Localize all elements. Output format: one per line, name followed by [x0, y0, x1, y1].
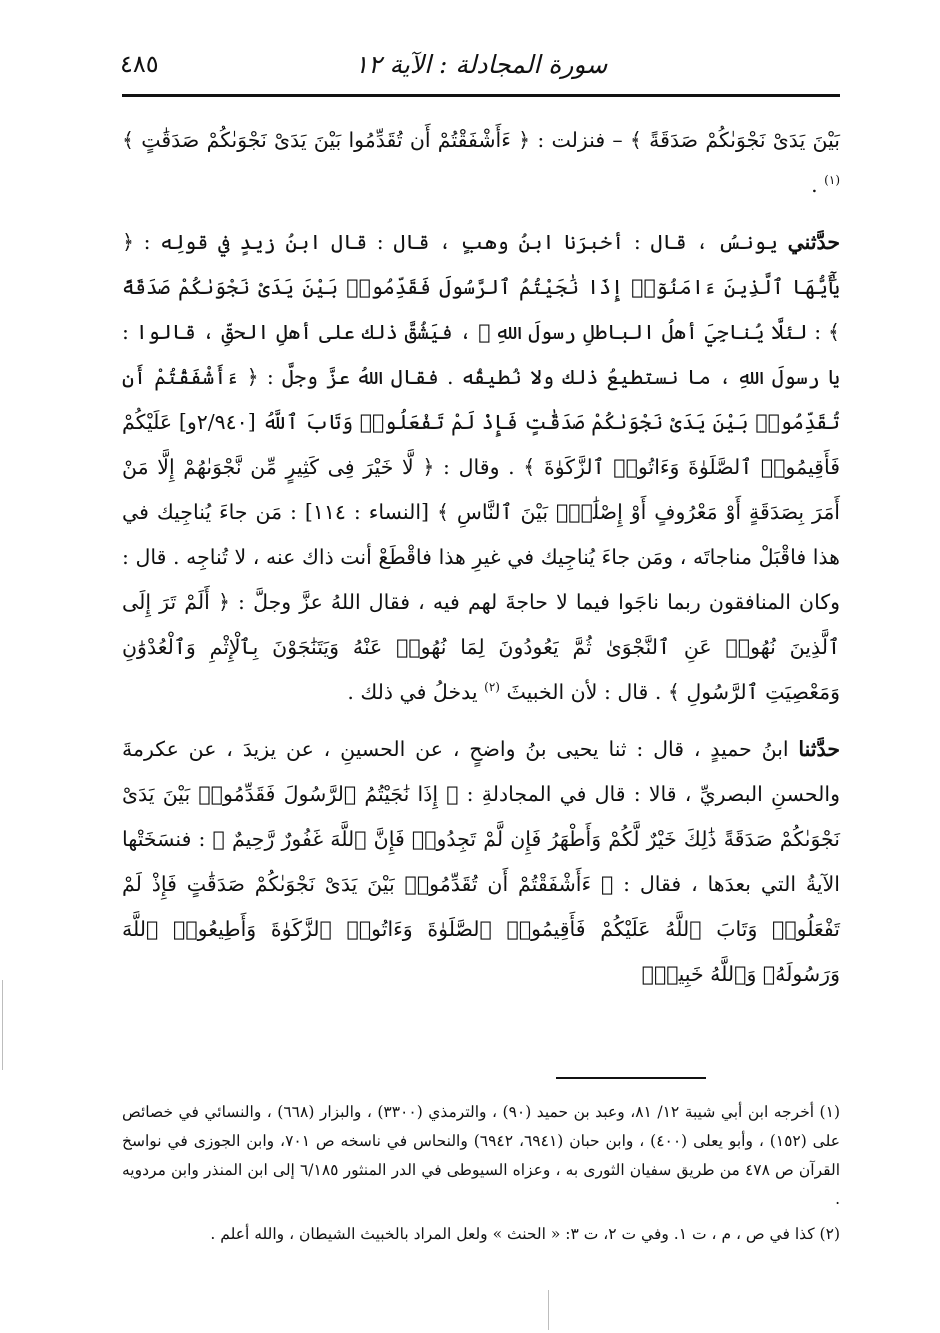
page-header: [120, 38, 842, 90]
page-number: ٤٨٥: [120, 50, 159, 78]
paragraph-text: يونسُ ، قال : أخبرَنا ابنُ وهبٍ ، قال : قال ابنُ زيدٍ في قولِه : ﴿ يَٰٓأَيُّهَا ٱلَّذِينَ ءَامَنُوٓا۟ إِذَا نَٰجَيْتُمُ ٱلرَّسُولَ فَقَدِّمُوا۟ بَيْنَ يَدَىْ نَجْوَىٰكُمْ صَدَقَةً ﴾ : لئلَّا يُناجِيَ أهلُ الباطلِ رسولَ اللهِ ﷺ ، فيَشُقَّ ذلك على أهلِ الحقِّ ، قالوا : يا رسولَ اللهِ ، ما نستطيعُ ذلك ولا نُطيقُه . فقال اللهُ عزَّ وجلَّ : ﴿ ءَأَشْفَقْتُمْ أَن تُقَدِّمُوا۟ بَيْنَ يَدَىْ نَجْوَىٰكُمْ صَدَقَٰتٍ فَإِذْ لَمْ تَفْعَلُوا۟ وَتَابَ ٱللَّهُ [٢/٩٤٠و] عَلَيْكُمْ فَأَقِيمُوا۟ ٱلصَّلَوٰةَ وَءَاتُوا۟ ٱلزَّكَوٰةَ ﴾ . وقال : ﴿ لَّا خَيْرَ فِى كَثِيرٍ مِّن نَّجْوَىٰهُمْ إِلَّا مَنْ أَمَرَ بِصَدَقَةٍ أَوْ مَعْرُوفٍ أَوْ إِصْلَٰحٍۭ بَيْنَ ٱلنَّاسِ ﴾ [النساء : ١١٤] : مَن جاءَ يُناجِيك في هذا فاقْبَلْ مناجاتَه ، ومَن جاءَ يُناجِيك في غيرِ هذا فاقْطَعْ أنت ذاك عنه ، لا تُناجِه . قال : وكان المنافقون ربما ناجَوا فيما لا حاجةَ لهم فيه ، فقال اللهُ عزَّ وجلَّ : ﴿ أَلَمْ تَرَ إِلَى ٱلَّذِينَ نُهُوا۟ عَنِ ٱلنَّجْوَىٰ ثُمَّ يَعُودُونَ لِمَا نُهُوا۟ عَنْهُ وَيَتَنَٰجَوْنَ بِٱلْإِثْمِ وَٱلْعُدْوَٰنِ وَمَعْصِيَتِ ٱلرَّسُولِ ﴾ . قال : لأن الخبيثَ: [122, 230, 840, 704]
running-title: سورة المجادلة : الآية ١٢: [354, 50, 608, 79]
footnote-reference-2: (٢): [484, 680, 500, 695]
footnote-2: (٢) كذا في ص ، م ، ت ١. وفي ت ٢، ت ٣: « الحنث » ولعل المراد بالخبيث الشيطان ، والله أعلم .: [210, 1225, 840, 1243]
scan-margin-line: [2, 980, 3, 1070]
scan-margin-line: [548, 1290, 549, 1330]
footnote-1: (١) أخرجه ابن أبي شيبة ١٢/ ٨١، وعبد بن حميد (٩٠) ، والترمذي (٣٣٠٠) ، والبزار (٦٦٨) ، والنسائي في خصائص على (١٥٢) ، وأبو يعلى (٤٠٠) ، وابن حبان (٦٩٤١، ٦٩٤٢) والنحاس في ناسخه ص ٧٠١، وابن الجوزى في نواسخ القرآن ص ٤٧٨ من طريق سفيان الثورى به ، وعزاه السيوطى في الدر المنثور ٦/١٨٥ إلى ابن المنذر وابن مردويه .: [122, 1103, 841, 1208]
paragraph-tail: يدخلُ في ذلك .: [347, 680, 478, 704]
paragraph-continuation: [122, 118, 840, 208]
main-text: [122, 118, 840, 997]
narration-lead: حدَّثني: [787, 230, 840, 254]
footnotes: [122, 1098, 840, 1249]
paragraph-tail: .: [811, 173, 818, 197]
header-rule: [122, 94, 840, 97]
footnote-reference-1: (١): [824, 173, 840, 188]
paragraph-hadith-ibn-humaid: [122, 727, 840, 997]
narration-lead: حدَّثنا: [798, 737, 840, 761]
paragraph-text: بَيْنَ يَدَىْ نَجْوَىٰكُمْ صَدَقَةً ﴾ – فنزلت : ﴿ ءَأَشْفَقْتُمْ أَن تُقَدِّمُوا بَيْنَ يَدَىْ نَجْوَىٰكُمْ صَدَقَٰتٍ ﴾: [122, 128, 840, 152]
footnote-separator: [556, 1077, 706, 1079]
paragraph-hadith-younus: [122, 220, 840, 715]
paragraph-text: ابنُ حميدٍ ، قال : ثنا يحيى بنُ واضحٍ ، عن الحسينِ ، عن يزيدَ ، عن عكرمةَ والحسنِ البصريِّ ، قالا : قال في المجادلةِ : ﴿ إِذَا نَٰجَيْتُمُ ٱلرَّسُولَ فَقَدِّمُوا۟ بَيْنَ يَدَىْ نَجْوَىٰكُمْ صَدَقَةً ذَٰلِكَ خَيْرٌ لَّكُمْ وَأَطْهَرُ فَإِن لَّمْ تَجِدُوا۟ فَإِنَّ ٱللَّهَ غَفُورٌ رَّحِيمٌ ﴾ : فنسَخَتْها الآيةُ التي بعدَها ، فقال : ﴿ ءَأَشْفَقْتُمْ أَن تُقَدِّمُوا۟ بَيْنَ يَدَىْ نَجْوَىٰكُمْ صَدَقَٰتٍ فَإِذْ لَمْ تَفْعَلُوا۟ وَتَابَ ٱللَّهُ عَلَيْكُمْ فَأَقِيمُوا۟ ٱلصَّلَوٰةَ وَءَاتُوا۟ ٱلزَّكَوٰةَ وَأَطِيعُوا۟ ٱللَّهَ وَرَسُولَهُۥ وَٱللَّهُ خَبِيرٌۢ: [122, 737, 840, 986]
